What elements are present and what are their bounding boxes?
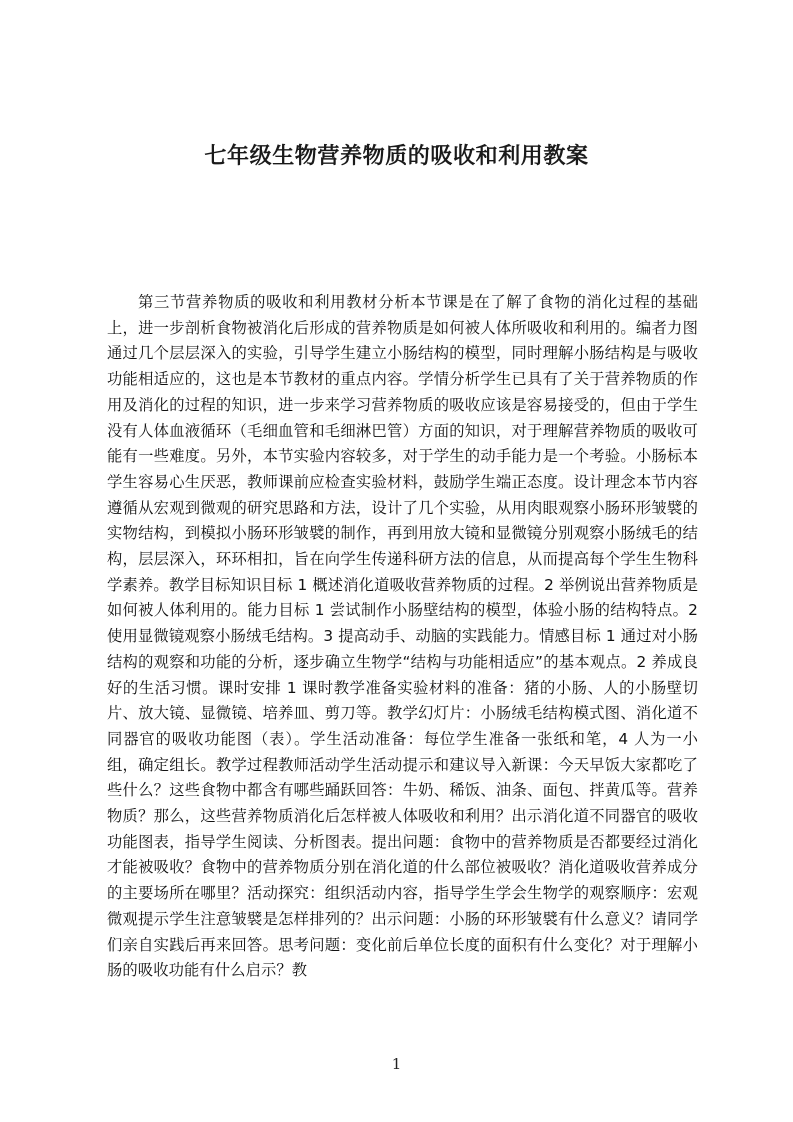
document-body	[107, 290, 698, 1055]
page-number: 1	[391, 1055, 402, 1073]
body-paragraph: 第三节营养物质的吸收和利用教材分析本节课是在了解了食物的消化过程的基础上，进一步剖析食物被消化后形成的营养物质是如何被人体所吸收和利用的。编者力图通过几个层层深入的实验，引导学生建立小肠结构的模型，同时理解小肠结构是与吸收功能相适应的，这也是本节教材的重点内容。学情分析学生已具有了关于营养物质的作用及消化的过程的知识，进一步来学习营养物质的吸收应该是容易接受的，但由于学生没有人体血液循环（毛细血管和毛细淋巴管）方面的知识，对于理解营养物质的吸收可能有一些难度。另外，本节实验内容较多，对于学生的动手能力是一个考验。小肠标本学生容易心生厌恶，教师课前应检查实验材料，鼓励学生端正态度。设计理念本节内容遵循从宏观到微观的研究思路和方法，设计了几个实验，从用肉眼观察小肠环形皱襞的实物结构，到模拟小肠环形皱襞的制作，再到用放大镜和显微镜分别观察小肠绒毛的结构，层层深入，环环相扣，旨在向学生传递科研方法的信息，从而提高每个学生生物科学素养。教学目标知识目标 1 概述消化道吸收营养物质的过程。2 举例说出营养物质是如何被人体利用的。能力目标 1 尝试制作小肠壁结构的模型，体验小肠的结构特点。2 使用显微镜观察小肠绒毛结构。3 提高动手、动脑的实践能力。情感目标 1 通过对小肠结构的观察和功能的分析，逐步确立生物学“结构与功能相适应”的基本观点。2 养成良好的生活习惯。课时安排 1 课时教学准备实验材料的准备：猪的小肠、人的小肠壁切片、放大镜、显微镜、培养皿、剪刀等。教学幻灯片：小肠绒毛结构模式图、消化道不同器官的吸收功能图（表）。学生活动准备：每位学生准备一张纸和笔，4 人为一小组，确定组长。教学过程教师活动学生活动提示和建议导入新课：今天早饭大家都吃了些什么？这些食物中都含有哪些踊跃回答：牛奶、稀饭、油条、面包、拌黄瓜等。营养物质？那么，这些营养物质消化后怎样被人体吸收和利用？出示消化道不同器官的吸收功能图表，指导学生阅读、分析图表。提出问题：食物中的营养物质是否都要经过消化才能被吸收？食物中的营养物质分别在消化道的什么部位被吸收？消化道吸收营养成分的主要场所在哪里？活动探究：组织活动内容，指导学生学会生物学的观察顺序：宏观微观提示学生注意皱襞是怎样排列的？出示问题：小肠的环形皱襞有什么意义？请同学们亲自实践后再来回答。思考问题：变化前后单位长度的面积有什么变化？对于理解小肠的吸收功能有什么启示？教	[107, 293, 698, 980]
document-title: 七年级生物营养物质的吸收和利用教案	[204, 144, 589, 169]
